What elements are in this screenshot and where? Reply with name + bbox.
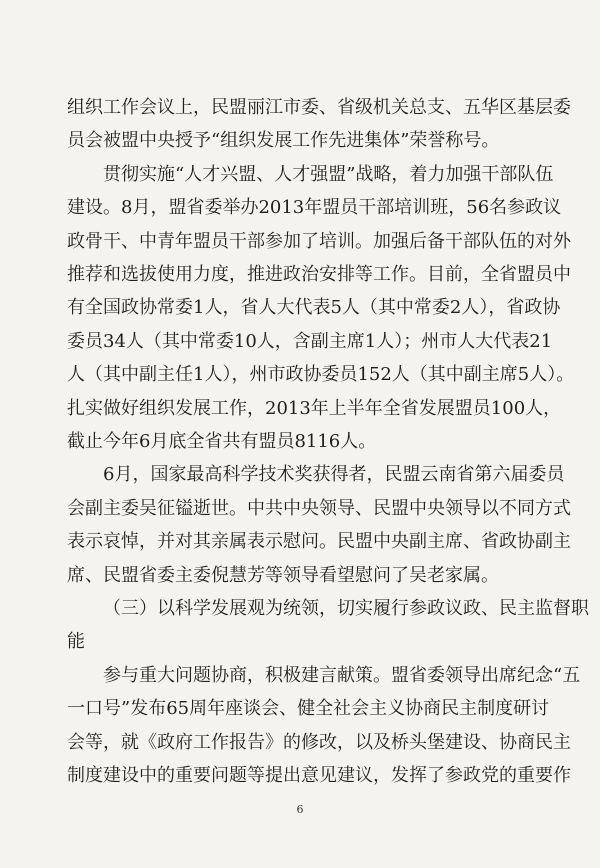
text-line: 表示哀悼，并对其亲属表示慰问。民盟中央副主席、省政协副主 xyxy=(67,531,571,553)
text-line: 参与重大问题协商，积极建言献策。盟省委领导出席纪念“五 xyxy=(103,664,581,686)
text-line: 席、民盟省委主委倪慧芳等领导看望慰问了吴老家属。 xyxy=(67,564,499,586)
section-heading: （三）以科学发展观为统领，切实履行参政议政、民主监督职 xyxy=(103,598,589,619)
text-line: 建设。8月，盟省委举办2013年盟员干部培训班，56名参政议 xyxy=(67,197,562,219)
text-line: 有全国政协常委1人，省人大代表5人（其中常委2人），省政协 xyxy=(67,297,561,319)
page-number: 6 xyxy=(296,803,304,817)
text-line: 人（其中副主任1人），州市政协委员152人（其中副主席5人）。 xyxy=(67,364,575,386)
text-line: 会等，就《政府工作报告》的修改，以及桥头堡建设、协商民主 xyxy=(67,731,571,753)
text-line: 6月，国家最高科学技术奖获得者，民盟云南省第六届委员 xyxy=(103,464,565,486)
text-line: 组织工作会议上，民盟丽江市委、省级机关总支、五华区基层委 xyxy=(67,97,571,118)
text-line: 政骨干、中青年盟员干部参加了培训。加强后备干部队伍的对外 xyxy=(67,230,571,252)
text-line: 一口号”发布65周年座谈会、健全社会主义协商民主制度研讨 xyxy=(67,698,550,720)
text-line: 推荐和选拔使用力度，推进政治安排等工作。目前，全省盟员中 xyxy=(67,264,571,285)
text-line: 员会被盟中央授予“组织发展工作先进集体”荣誉称号。 xyxy=(67,130,500,152)
text-line: 扎实做好组织发展工作，2013年上半年全省发展盟员100人， xyxy=(67,397,562,419)
text-line: 制度建设中的重要问题等提出意见建议，发挥了参政党的重要作 xyxy=(67,765,571,786)
text-line: 会副主委吴征镒逝世。中共中央领导、民盟中央领导以不同方式 xyxy=(67,497,571,519)
section-heading: 能 xyxy=(67,631,85,653)
text-line: 贯彻实施“人才兴盟、人才强盟”战略，着力加强干部队伍 xyxy=(103,163,554,185)
text-line: 委员34人（其中常委10人，含副主席1人）；州市人大代表21 xyxy=(67,330,553,352)
text-line: 截止今年6月底全省共有盟员8116人。 xyxy=(67,431,377,452)
